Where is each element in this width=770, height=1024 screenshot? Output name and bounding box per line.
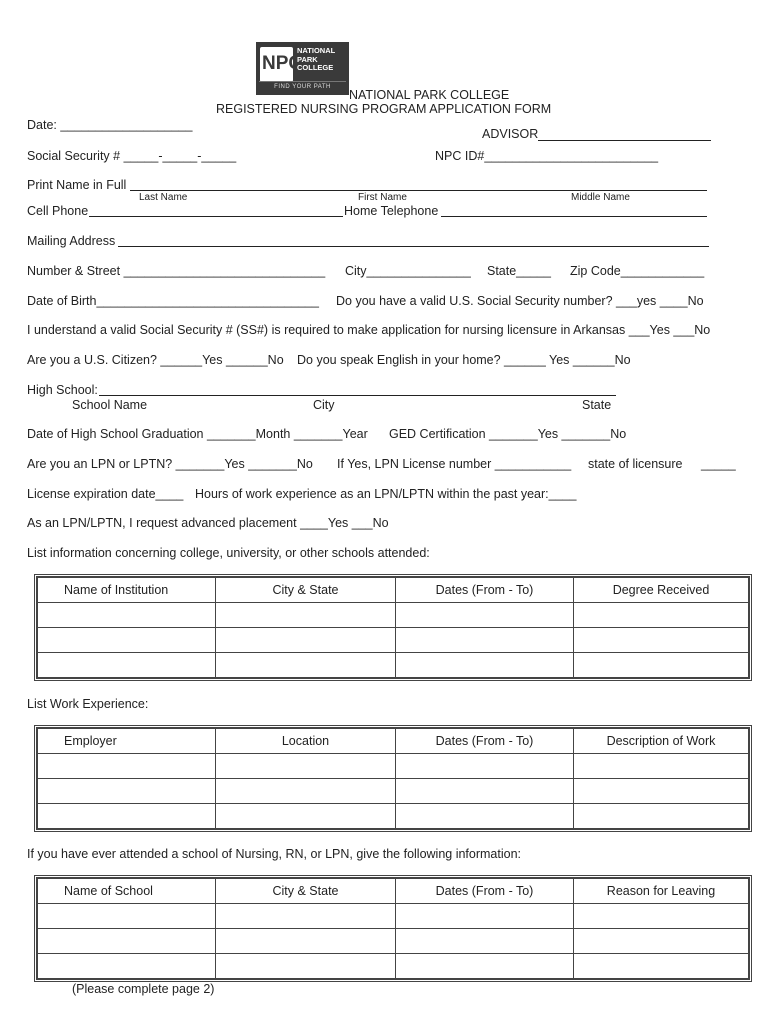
valid-ssn-question[interactable]: Do you have a valid U.S. Social Security number? ___yes ____No [336, 294, 704, 308]
logo-name [297, 47, 335, 73]
mailing-address-field[interactable] [118, 246, 709, 247]
logo-name-line: NATIONAL [297, 46, 336, 55]
high-school-field[interactable] [99, 395, 616, 396]
table-cell[interactable] [216, 954, 396, 979]
college-name: NATIONAL PARK COLLEGE [349, 88, 510, 102]
table-header-cell: City & State [216, 879, 396, 904]
table-cell[interactable] [574, 754, 749, 779]
table-cell[interactable] [216, 904, 396, 929]
logo-letters: NPC [262, 53, 303, 74]
date-field[interactable]: Date: ___________________ [27, 118, 193, 132]
lpn-question[interactable]: Are you an LPN or LPTN? _______Yes _______No [27, 457, 313, 471]
hs-city-caption: City [313, 398, 335, 412]
table-row [38, 653, 749, 678]
table-cell[interactable] [574, 779, 749, 804]
table-cell[interactable] [396, 954, 574, 979]
ssn-licensure-acknowledgement[interactable]: I understand a valid Social Security # (SS#) is required to make application for nursing licensure in Arkansas ___Yes ___No [27, 323, 711, 337]
table-cell[interactable] [38, 603, 216, 628]
dob-field[interactable]: Date of Birth________________________________ [27, 294, 319, 308]
table-cell[interactable] [38, 754, 216, 779]
education-table [34, 574, 752, 681]
table-cell[interactable] [38, 804, 216, 829]
table-row [38, 804, 749, 829]
table-cell[interactable] [396, 929, 574, 954]
state-of-licensure-label: state of licensure [588, 457, 683, 471]
license-expiration[interactable]: License expiration date____ [27, 487, 184, 501]
table-header-cell: Employer [38, 729, 216, 754]
table-cell[interactable] [574, 603, 749, 628]
home-telephone-field[interactable] [441, 216, 707, 217]
table-header-cell: Location [216, 729, 396, 754]
table-cell[interactable] [396, 603, 574, 628]
table-cell[interactable] [38, 779, 216, 804]
table-cell[interactable] [396, 754, 574, 779]
table-cell[interactable] [216, 804, 396, 829]
table-cell[interactable] [216, 653, 396, 678]
middle-name-caption: Middle Name [571, 192, 630, 203]
first-name-caption: First Name [358, 192, 407, 203]
work-hours[interactable]: Hours of work experience as an LPN/LPTN within the past year:____ [195, 487, 577, 501]
table-cell[interactable] [38, 904, 216, 929]
citizen-question[interactable]: Are you a U.S. Citizen? ______Yes ______No [27, 353, 284, 367]
table-header-cell: Dates (From - To) [396, 879, 574, 904]
npc-monogram-icon [260, 47, 303, 82]
table-cell[interactable] [38, 653, 216, 678]
advisor-field[interactable] [538, 140, 711, 141]
table-header-cell: Description of Work [574, 729, 749, 754]
form-title: REGISTERED NURSING PROGRAM APPLICATION FORM [216, 102, 552, 116]
table-cell[interactable] [574, 929, 749, 954]
table-cell[interactable] [574, 804, 749, 829]
english-question[interactable]: Do you speak English in your home? ______ Yes ______No [297, 353, 631, 367]
table-row [38, 754, 749, 779]
college-logo [256, 42, 349, 95]
cell-phone-label: Cell Phone [27, 204, 89, 218]
print-name-label: Print Name in Full [27, 178, 127, 192]
table-row [38, 779, 749, 804]
table-header-cell: Dates (From - To) [396, 578, 574, 603]
hs-school-name-caption: School Name [72, 398, 148, 412]
lpn-license-number[interactable]: If Yes, LPN License number ___________ [337, 457, 572, 471]
table-header-row [38, 578, 749, 603]
last-name-caption: Last Name [139, 192, 188, 203]
table-cell[interactable] [574, 954, 749, 979]
table-cell[interactable] [396, 804, 574, 829]
table-header-cell: Name of Institution [38, 578, 216, 603]
npc-id-field[interactable]: NPC ID#_________________________ [435, 149, 659, 163]
table-header-cell: City & State [216, 578, 396, 603]
table-cell[interactable] [396, 653, 574, 678]
table-cell[interactable] [38, 628, 216, 653]
table-row [38, 929, 749, 954]
table-cell[interactable] [216, 603, 396, 628]
advanced-placement[interactable]: As an LPN/LPTN, I request advanced placement ____Yes ___No [27, 516, 389, 530]
zip-field[interactable]: Zip Code____________ [570, 264, 705, 278]
table-header-cell: Dates (From - To) [396, 729, 574, 754]
state-of-licensure-field[interactable]: _____ [701, 457, 736, 471]
logo-name-line: COLLEGE [297, 63, 334, 72]
nursing-school-intro: If you have ever attended a school of Nursing, RN, or LPN, give the following information: [27, 847, 522, 861]
city-field[interactable]: City_______________ [345, 264, 471, 278]
table-cell[interactable] [396, 904, 574, 929]
continue-note: (Please complete page 2) [72, 982, 215, 996]
cell-phone-field[interactable] [89, 216, 343, 217]
state-field[interactable]: State_____ [487, 264, 551, 278]
hs-graduation-date[interactable]: Date of High School Graduation _______Month _______Year [27, 427, 368, 441]
table-cell[interactable] [216, 779, 396, 804]
high-school-label: High School: [27, 383, 98, 397]
advisor-label: ADVISOR [482, 127, 539, 141]
table-cell[interactable] [216, 929, 396, 954]
ssn-field[interactable]: Social Security # _____-_____-_____ [27, 149, 237, 163]
table-header-cell: Degree Received [574, 578, 749, 603]
table-header-row [38, 879, 749, 904]
table-header-row [38, 729, 749, 754]
street-field[interactable]: Number & Street _____________________________ [27, 264, 326, 278]
mailing-address-label: Mailing Address [27, 234, 116, 248]
table-row [38, 904, 749, 929]
table-cell[interactable] [216, 628, 396, 653]
nursing-school-table [34, 875, 752, 982]
table-header-cell: Name of School [38, 879, 216, 904]
logo-tagline: FIND YOUR PATH [259, 81, 346, 92]
table-header-cell: Reason for Leaving [574, 879, 749, 904]
home-telephone-label: Home Telephone [344, 204, 439, 218]
table-cell[interactable] [396, 628, 574, 653]
hs-state-caption: State [582, 398, 612, 412]
work-experience-table [34, 725, 752, 832]
table-cell[interactable] [574, 653, 749, 678]
table-cell[interactable] [396, 779, 574, 804]
table-cell[interactable] [38, 954, 216, 979]
table-row [38, 954, 749, 979]
table-row [38, 628, 749, 653]
table-cell[interactable] [574, 904, 749, 929]
logo-name-line: PARK [297, 54, 318, 64]
schools-attended-intro: List information concerning college, university, or other schools attended: [27, 546, 430, 560]
table-cell[interactable] [574, 628, 749, 653]
ged-certification[interactable]: GED Certification _______Yes _______No [389, 427, 627, 441]
table-cell[interactable] [216, 754, 396, 779]
work-experience-intro: List Work Experience: [27, 697, 149, 711]
table-row [38, 603, 749, 628]
table-cell[interactable] [38, 929, 216, 954]
